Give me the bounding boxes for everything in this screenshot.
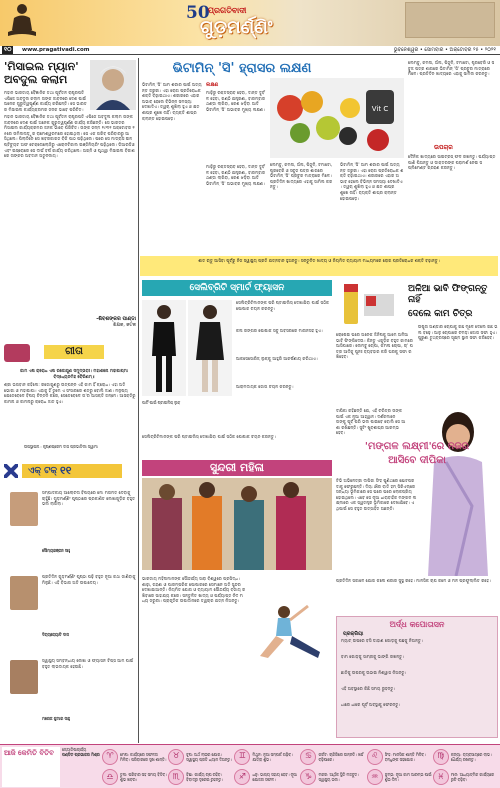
fashion-title: ସେଲିବ୍ରିଟି ସ୍ମାର୍ଟ ଫ୍ୟାସନ <box>142 280 332 296</box>
fashion-bullet: ଆରାମଦାୟକ ଜୋତା ଚୟନ କରନ୍ତୁ। <box>236 384 294 389</box>
horoscope-section <box>0 744 500 788</box>
model-photo-2 <box>188 300 232 396</box>
zodiac-text: କର୍କଟ: ଚାକିରିରେ ଉନ୍ନତି। ଖର୍ଚ୍ଚ ବଢ଼ିପାରେ। <box>318 751 364 762</box>
fashion-bullet: କଳା ରଙ୍ଗର ପୋଷାକ ସବୁ ଅବସରରେ ମାନାନସହ ହୁଏ। <box>236 328 323 333</box>
page-number: ୧୦ <box>4 46 12 53</box>
kalam-body-cont: ମହାନ ଭାରତୀୟ ବୈଜ୍ଞାନିକ ତଥା ପୂର୍ବତନ ରାଷ୍ଟ୍ରପତି ଏପିଜେ ଅବଦୁଲ କଲାମ ତାଙ୍କ ଜୀବନରେ ଦେଶ ପାଇଁ ଅନେକ ଗୁରୁତ୍ୱପୂର୍ଣ୍ଣ କାର୍ଯ୍ୟ କରିଛନ୍ତି। ସେ ଭାରତର ମିସାଇଲ କାର୍ଯ୍ୟକ୍ରମର ଜନକ ଭାବେ ପରିଚିତ। ତାଙ୍କ ଜନ୍ମ ୧୯୩୧ ଅକ୍ଟୋବର ୧୫ରେ ତାମିଲନାଡ଼ୁର ରାମେଶ୍ୱରମରେ ହୋଇଥିଲା। ସେ ଏକ ଗରିବ ପରିବାରରୁ ଆସିଥିଲେ। ପିଲାଦିନେ ସେ ଖବରକାଗଜ ବିକି ପାଠ ପଢ଼ିଥିଲେ। ପରେ ସେ ମାଡ୍ରାସ ଇନଷ୍ଟିଚ୍ୟୁଟ ଅଫ ଟେକ୍ନୋଲୋଜିରୁ ଏରୋନଟିକାଲ ଇଞ୍ଜିନିୟରିଂ ପଢ଼ିଥିଲେ। ଡିଆରଡିଓ ଏବଂ ଇସ୍ରୋରେ ସେ ଦୀର୍ଘ ବର୍ଷ କାର୍ଯ୍ୟ କରିଥିଲେ। ଅଗ୍ନି ଓ ପୃଥ୍ୱୀ ମିସାଇଲ ବିକାଶରେ ତାଙ୍କର ଅବଦାନ ଅତୁଳନୀୟ। <box>4 114 135 159</box>
vitamin-sources-3: ଭିଟାମିନ୍ 'ସି' ଆମ ଶରୀର ପାଇଁ ଅତ୍ୟନ୍ତ ଜରୁରୀ। ଏହା ରୋଗ ପ୍ରତିରୋଧକ ଶକ୍ତି ବଢ଼ାଇଥାଏ। ଶରୀରରେ ଏହାର ଅଭାବ ହେଲେ ବିଭିନ୍ନ ସମସ୍ୟା ଦେଖାଦିଏ। ତ୍ୱଚା ଶୁଖିଲା ହୁଏ ଓ କ୍ଷତ ଶୀଘ୍ର ଶୁଖେ ନାହିଁ। ବ୍ୟକ୍ତି ଶୀଘ୍ର କ୍ଲାନ୍ତ ହୋଇପଡ଼େ। <box>340 162 404 201</box>
gita-section <box>4 344 136 456</box>
zodiac-text: ମିଥୁନ: ନୂଆ ସମ୍ପର୍କ ଗଢ଼ିବ। ଯାତ୍ରା ଶୁଭ। <box>252 751 293 762</box>
zodiac-text: ମୀନ: ଆଧ୍ୟାତ୍ମିକ କାର୍ଯ୍ୟରେ ରୁଚି ବଢ଼ିବ। <box>450 772 495 783</box>
yoga-step: ମ୍ୟାଟ୍ ଉପରେ ବସି ଡାହାଣ ଗୋଡ଼କୁ ପଛକୁ ନିଅନ୍ତୁ। <box>341 637 423 643</box>
masthead <box>0 0 500 46</box>
zodiac-text: କନ୍ୟା: ବ୍ୟବସାୟରେ ଲାଭ। ଧୈର୍ଯ୍ୟ ରଖନ୍ତୁ। <box>450 751 492 762</box>
fashion-bullets <box>236 300 332 412</box>
sagittarius-icon: ♐ <box>234 769 250 785</box>
capricorn-icon: ♑ <box>300 769 316 785</box>
sundari-photo <box>142 478 332 570</box>
kitchen-subtitle: ଦେଲେ କାମ ଚିତ୍ର <box>408 309 473 319</box>
horoscope-credit-name: ପଣ୍ଡିତ ପ୍ରଭାକର ମିଶ୍ର <box>62 752 100 757</box>
kalam-title: 'ମିସାଇଲ ମ୍ୟାନ' ଅବଦୁଲ କଲାମ <box>4 60 79 86</box>
fruits-photo <box>270 78 404 158</box>
health-banner: ଶୀତ ଋତୁ ଆସିବା ପୂର୍ବରୁ ନିଜ ସ୍ୱାସ୍ଥ୍ୟ ପ୍ରତି ଯତ୍ନବାନ ହୁଅନ୍ତୁ। ସନ୍ତୁଳିତ ଖାଦ୍ୟ ଓ ନିୟମିତ ବ୍ୟାୟାମ ମାଧ୍ୟମରେ ରୋଗ ପ୍ରତିରୋଧକ ଶକ୍ତି ବଢ଼ାନ୍ତୁ। <box>140 256 498 276</box>
scorpio-icon: ♏ <box>168 769 184 785</box>
kitchen-body-2: ଉଷୁନା ଅଣ୍ଡାର ଚୋପାକୁ ଗଛ ମୂଳେ ଦେଲେ ଗଛ ଭଲ ବଢ଼େ। ଆଳୁ ଚୋପାରେ ଚମଡ଼ା ଜୋତା ସଫା ହୁଏ। ପୁରୁଣା ଟୁଥ୍‌ବ୍ରସ୍‌ରେ ସୂକ୍ଷ୍ମ ସ୍ଥାନ ସଫା କରିହେବ। <box>418 324 498 341</box>
zodiac-libra <box>102 768 167 788</box>
deepika-photo <box>416 406 498 576</box>
horoscope-credit-box <box>62 747 100 787</box>
yoga-box-title: ଅର୍ଦ୍ଧ କପୋତାସନ <box>389 620 445 629</box>
yoga-photo <box>248 600 334 662</box>
letter-1 <box>4 490 136 560</box>
zodiac-scorpio <box>168 768 233 788</box>
vitamin-sources: ଲେମ୍ବୁ, କମଳା, ଅଁଳା, ପିଜୁଳି, ଟମାଟୋ, ଷ୍ଟ୍ରବେରି ଓ ସବୁଜ ପତ୍ର ଶାଗରେ ଭିଟାମିନ୍ 'ସି' ପ୍ରଚୁର ମାତ୍ରାରେ ମିଳେ। ପ୍ରତିଦିନ ଖାଦ୍ୟରେ ଏହାକୁ ସାମିଲ କରନ୍ତୁ। <box>270 162 333 190</box>
zodiac-text: କୁମ୍ଭ: ନୂଆ କାମ ଆରମ୍ଭ ପାଇଁ ଶୁଭ ଦିନ। <box>384 772 432 783</box>
kitchen-title: ଅଳିଆ ଭାବି ଫିଙ୍ଗନ୍ତୁ ନାହିଁ <box>408 284 488 305</box>
horoscope-title-box <box>2 747 60 787</box>
fashion-extra-text: ସେଲିବ୍ରିଟିମାନଙ୍କ ପରି ଷ୍ଟାଇଲିସ୍ ଦେଖାଯିବା ପାଇଁ ସଠିକ ପୋଷାକ ଚୟନ କରନ୍ତୁ। <box>142 434 276 439</box>
yoga-intro: ପ୍ରତିଦିନ ସକାଳେ ଯୋଗ କଲେ ଶରୀର ସୁସ୍ଥ ରହେ। ମାନସିକ ଚାପ କମେ ଓ ମନ ପ୍ରଫୁଲ୍ଲିତ ରହେ। <box>336 578 491 583</box>
yoga-sidebar <box>336 578 498 740</box>
gita-body: ଶ୍ରୀ ଭଗବାନ କହିଲେ: ରଜୋଗୁଣରୁ ଉତ୍ପନ୍ନ ଏହି କାମ ହିଁ କ୍ରୋଧ। ଏହା ଅତି ଭୋଗୀ ଓ ମହାପାପୀ। ଏହାକୁ ହିଁ ତୁମେ ଏ ସଂସାରରେ ଶତ୍ରୁ ବୋଲି ଜାଣ। ମନୁଷ୍ୟ ଯେତେବେଳେ ବିଷୟ ଚିନ୍ତନ କରେ, ସେତେବେଳେ ତା'ର ଆସକ୍ତି ଜନ୍ମେ। ଆସକ୍ତିରୁ କାମନା ଓ କାମନାରୁ କ୍ରୋଧ ଜାତ ହୁଏ। <box>4 382 136 404</box>
deepika-body: ଟିଭି ଅଭିନେତ୍ରୀ ଦୀପିକା ସିଂହ ପୁଣିଥରେ ଛୋଟପରଦାକୁ ଫେରୁଛନ୍ତି। ଦିୟା ଔର ବାତି ହମ୍ ସିରିଏଲ୍‌ରେ ସନ୍ଧ୍ୟା ଭୂମିକାରେ ସେ ଘରେ ଘରେ ଲୋକପ୍ରିୟ ହୋଇଥିଲେ। ଏବେ ସେ ନୂଆ ଧାରାବାହିକ ମଙ୍ଗଳ ଲକ୍ଷ୍ମୀରେ ଏକ ସ୍ୱତନ୍ତ୍ର ଭୂମିକାରେ ଦେଖାଯିବେ। ଏଥିପାଇଁ ସେ ବହୁତ ଉତ୍ସାହିତ ଅଛନ୍ତି। <box>336 478 417 511</box>
zodiac-text: ମକର: ଆର୍ଥିକ ସ୍ଥିତି ମଜବୁତ। ସ୍ୱାସ୍ଥ୍ୟ ଭଲ। <box>318 772 359 783</box>
letter-text: ପ୍ରତିଦିନ ଗୁଡ଼ମର୍ଣ୍ଣିଂ ପୃଷ୍ଠା ପଢ଼ି ବହୁତ ନୂଆ କଥା ଜାଣିବାକୁ ମିଳୁଛି। ଏହି ବିଭାଗ ଅତି ଉପାଦେୟ। <box>42 574 136 585</box>
letter-author: ସୌମ୍ୟରଞ୍ଜନ ସାହୁ <box>42 548 71 553</box>
zodiac-grid <box>102 747 498 787</box>
vitamin-title: ଭିଟାମିନ୍ 'ସି' ହ୍ରାସର ଲକ୍ଷଣ <box>172 61 312 76</box>
avatar <box>10 576 38 610</box>
kitchen-section <box>336 280 498 405</box>
letter-3 <box>4 658 136 728</box>
deepika-intro: ଦୀପିକା କହିଛନ୍ତି ଯେ, ଏହି ଚରିତ୍ର ତାଙ୍କ ପାଇଁ ଏକ ନୂଆ ଆହ୍ୱାନ। ଦର୍ଶକମାନେ ତାଙ୍କୁ ପୂର୍ବ ପରି ଭଲ ପାଇବେ ବୋଲି ସେ ଆଶା ରଖିଛନ୍ତି। ସୁଟିଂ ଖୁବଶୀଘ୍ର ଆରମ୍ଭ ହେବ। <box>336 408 406 436</box>
zodiac-text: ସିଂହ: ମାନସିକ ଶାନ୍ତି ମିଳିବ। ବନ୍ଧୁଙ୍କ ସହଯୋଗ। <box>384 751 426 762</box>
kitchen-photo <box>336 280 406 330</box>
date-line: ଭୁବନେଶ୍ୱର • ସୋମବାର • ଅକ୍ଟୋବର ୨୫ • ୨୦୨୧ <box>393 47 496 53</box>
zodiac-capricorn <box>300 768 365 788</box>
avatar <box>10 660 38 694</box>
kitchen-body: ରୋଷେଇ ଘରେ ଅନେକ ଜିନିଷକୁ ଆମେ ଅଳିଆ ଭାବି ଫିଙ୍ଗିଦେଉ। କିନ୍ତୁ ଏଗୁଡ଼ିକ ବହୁତ କାମରେ ଆସିପାରେ। ଲେମ୍ବୁ ଚୋପା, କମଳା ଚୋପା, ଚା' ପତ୍ର ଆଦିକୁ ପୁନଃ ବ୍ୟବହାର କରି ଘରକୁ ସଫା ରଖିହେବ। <box>336 332 413 360</box>
zodiac-sagittarius <box>234 768 299 788</box>
logo-subtitle: ପ୍ରଗତିବାଦୀ <box>208 6 247 15</box>
taurus-icon: ♉ <box>168 749 184 765</box>
gita-credit: ଉପସ୍ଥାପନା : କୃଷ୍ଣପ୍ରେମ ଦାସ ପ୍ରଭାତିଲୀ ସ୍ୱାମୀ <box>24 444 98 449</box>
deepika-headline <box>336 440 498 476</box>
sundari-body: ଭାରତୀୟ ମହିଳାମାନଙ୍କ ସୌନ୍ଦର୍ଯ୍ୟ ସାରା ବିଶ୍ୱରେ ପ୍ରସିଦ୍ଧ। ଶାଢ଼ୀ, ଗହଣା ଓ ପାରମ୍ପରିକ ପୋଷାକରେ ସେମାନେ ଅତି ସୁନ୍ଦର ଦେଖାଯାଆନ୍ତି। ନିୟମିତ ଯୋଗ ଓ ବ୍ୟାୟାମ ସୌନ୍ଦର୍ଯ୍ୟ ବଜାୟ ରଖିବାରେ ସାହାଯ୍ୟ କରେ। ସନ୍ତୁଳିତ ଖାଦ୍ୟ ଓ ପର୍ଯ୍ୟାପ୍ତ ନିଦ ମଧ୍ୟ ଜରୁରୀ। ପ୍ରାକୃତିକ ଉପାଦାନରେ ତ୍ୱଚାର ଯତ୍ନ ନିଅନ୍ତୁ। <box>142 576 246 604</box>
aquarius-icon: ♒ <box>367 769 383 785</box>
yoga-step: ଛାତିକୁ ଉପରକୁ ଉଠାଇ ନିଶ୍ୱାସ ନିଅନ୍ତୁ। <box>341 669 407 675</box>
vitamin-sidebar <box>408 60 498 252</box>
vitamin-col2-title: ଲକ୍ଷଣ <box>206 82 219 88</box>
libra-icon: ♎ <box>102 769 118 785</box>
ek-tak-x-icon <box>4 464 18 478</box>
gita-verse: କାମ ଏଷ କ୍ରୋଧ ଏଷ ରଜୋଗୁଣ ସମୁଦ୍ଭବଃ। ମହାଶନୋ ମହାପାପ୍ମା ବିଦ୍ଧ୍ୟେନମିହ ବୈରିଣମ୍॥ <box>20 368 128 379</box>
letter-author: ମନୋଜ କୁମାର ସାହୁ <box>42 716 71 721</box>
zodiac-gemini <box>234 747 299 767</box>
date-bar <box>0 46 500 55</box>
yoga-box <box>336 616 498 738</box>
logo-number: 50 <box>186 3 210 23</box>
sundari-section <box>142 460 332 572</box>
vitamin-intro: ଭିଟାମିନ୍ 'ସି' ଆମ ଶରୀର ପାଇଁ ଅତ୍ୟନ୍ତ ଜରୁରୀ। ଏହା ରୋଗ ପ୍ରତିରୋଧକ ଶକ୍ତି ବଢ଼ାଇଥାଏ। ଶରୀରରେ ଏହାର ଅଭାବ ହେଲେ ବିଭିନ୍ନ ସମସ୍ୟା ଦେଖାଦିଏ। ତ୍ୱଚା ଶୁଖିଲା ହୁଏ ଓ କ୍ଷତ ଶୀଘ୍ର ଶୁଖେ ନାହିଁ। ବ୍ୟକ୍ତି ଶୀଘ୍ର କ୍ଲାନ୍ତ ହୋଇପଡ଼େ। <box>142 82 202 121</box>
letter-text: ସମ୍ପାଦକୀୟ ଆଲୋଚନା ବିଷୟରେ ମୋ ମତାମତ ଦେବାକୁ ଚାହୁଁଛି। ଗୁଡ଼ମର୍ଣ୍ଣିଂ ପୃଷ୍ଠାରେ ପ୍ରକାଶିତ ଲେଖାଗୁଡ଼ିକ ବହୁତ ଭଲ ଲାଗିଲା। <box>42 490 136 507</box>
model-photo-1 <box>142 300 186 396</box>
zodiac-text: ମେଷ: କାର୍ଯ୍ୟରେ ସଫଳତା ମିଳିବ। ପରିବାରରେ ସୁଖ ଶାନ୍ତି। <box>120 751 167 762</box>
kalam-photo <box>90 60 136 110</box>
avatar <box>10 492 38 526</box>
gita-emblem <box>4 344 30 362</box>
yoga-step: ବାମ ଗୋଡ଼କୁ ସାମ୍ନାକୁ ଭାଙ୍ଗି ରଖନ୍ତୁ। <box>341 653 405 659</box>
horoscope-title: ଆଜି କେମିତି ବିତିବ <box>4 749 54 757</box>
fashion-caption: ପାର୍ଟି ପାଇଁ ଷ୍ଟାଇଲିସ୍ ଲୁକ୍ <box>142 400 181 405</box>
sidebar-remedy: ଦୈନିକ ଖାଦ୍ୟରେ ସାଇଟ୍ରସ୍ ଫଳ ରଖନ୍ତୁ। ପର୍ଯ୍ୟାପ୍ତ ପାଣି ପିଅନ୍ତୁ ଓ ଡାକ୍ତରଙ୍କ ପରାମର୍ଶ ନେଇ ସପ୍ଲିମେଣ୍ଟ ଗ୍ରହଣ କରନ୍ତୁ। <box>408 154 496 171</box>
pisces-icon: ♓ <box>433 769 449 785</box>
leo-icon: ♌ <box>367 749 383 765</box>
fashion-section <box>142 280 332 432</box>
svg-text:Vit C: Vit C <box>371 105 389 113</box>
masthead-title: ଗୁଡ଼ମର୍ଣ୍ଣିଂ <box>200 17 273 38</box>
ek-tak-section <box>4 462 136 742</box>
window-decor <box>405 2 495 38</box>
deepika-title: 'ମଙ୍ଗଳ ଲକ୍ଷ୍ମୀ'ରେ ନଜର <box>364 441 470 452</box>
zodiac-aquarius <box>367 768 432 788</box>
fashion-bullet: ସେଲିବ୍ରିଟିମାନଙ୍କ ପରି ଷ୍ଟାଇଲିସ୍ ଦେଖାଯିବା ପାଇଁ ସଠିକ ପୋଷାକ ଚୟନ କରନ୍ତୁ। <box>236 300 330 311</box>
meditation-figure-icon <box>6 2 38 40</box>
zodiac-text: ବିଛା: କାର୍ଯ୍ୟ ଚାପ ରହିବ। ବିବାଦରୁ ଦୂରେଇ ରୁହନ୍ତୁ। <box>186 772 223 783</box>
yoga-box-sub: ପ୍ରକ୍ରିୟା <box>343 630 364 637</box>
vitamin-section <box>142 60 404 252</box>
zodiac-text: ଧନୁ: ଭାଗ୍ୟ ସହାୟ ହେବ। ନୂଆ ଯୋଜନା ସଫଳ। <box>252 772 297 783</box>
zodiac-cancer <box>300 747 365 767</box>
website-link[interactable]: www.pragativadi.com <box>22 47 90 53</box>
yoga-step: ଏହି ଅବସ୍ଥାରେ କିଛି ସମୟ ରୁହନ୍ତୁ। <box>341 685 396 691</box>
vitamin-sources-2: ମାଢ଼ିରୁ ରକ୍ତସ୍ରାବ ହେବା, ଦାନ୍ତ ଦୁର୍ବଳ ହେବା, ଗଣ୍ଠି ଯନ୍ତ୍ରଣା, ବାରମ୍ବାର ଥଣ୍ଡା ଲାଗିବା, କେଶ ଝଡ଼ିବା ଆଦି ଭିଟାମିନ୍ 'ସି' ଅଭାବର ମୁଖ୍ୟ ଲକ୍ଷଣ। <box>206 164 266 186</box>
kalam-article <box>4 60 136 335</box>
sidebar-text: ଲେମ୍ବୁ, କମଳା, ଅଁଳା, ପିଜୁଳି, ଟମାଟୋ, ଷ୍ଟ୍ରବେରି ଓ ସବୁଜ ପତ୍ର ଶାଗରେ ଭିଟାମିନ୍ 'ସି' ପ୍ରଚୁର ମାତ୍ରାରେ ମିଳେ। ପ୍ରତିଦିନ ଖାଦ୍ୟରେ ଏହାକୁ ସାମିଲ କରନ୍ତୁ। <box>408 60 495 77</box>
fashion-extra <box>142 434 332 458</box>
zodiac-pisces <box>433 768 498 788</box>
zodiac-leo <box>367 747 432 767</box>
aries-icon: ♈ <box>102 749 118 765</box>
sidebar-title: ଉପଚାର <box>434 144 453 151</box>
cancer-icon: ♋ <box>300 749 316 765</box>
deepika-title-2: ଆସିବେ ଦୀପିକା <box>388 454 446 466</box>
zodiac-text: ବୃଷ: ଅର୍ଥ ଲାଭର ଯୋଗ। ସ୍ୱାସ୍ଥ୍ୟ ପ୍ରତି ଧ୍ୟାନ ଦିଅନ୍ତୁ। <box>186 751 232 762</box>
gita-title: ଗୀତା <box>44 345 104 359</box>
letter-text: ସ୍ୱାସ୍ଥ୍ୟ ସମ୍ବନ୍ଧୀୟ ଲେଖା ଓ ଫ୍ୟାସନ ଟିପ୍ସ ଆମ ପାଇଁ ବହୁତ ଲାଭଦାୟକ ହେଉଛି। <box>42 658 134 669</box>
gemini-icon: ♊ <box>234 749 250 765</box>
kalam-byline: -ଶିବଶଙ୍କର ପାଣ୍ଡା <box>96 316 136 322</box>
ek-tak-title: ଏକ୍ ଟକ୍ <box>28 465 57 476</box>
zodiac-taurus <box>168 747 233 767</box>
zodiac-text: ତୁଳା: ପରିବାର ସହ ସମୟ ବିତିବ। ଶୁଭ ଖବର। <box>120 772 167 783</box>
horoscope-credit: ଜ୍ୟୋତିଷାଚାର୍ଯ୍ୟ <box>62 747 87 752</box>
ek-tak-number: ୧୧ <box>60 463 72 477</box>
kalam-body: ମହାନ ଭାରତୀୟ ବୈଜ୍ଞାନିକ ତଥା ପୂର୍ବତନ ରାଷ୍ଟ୍ରପତି ଏପିଜେ ଅବଦୁଲ କଲାମ ତାଙ୍କ ଜୀବନରେ ଦେଶ ପାଇଁ ଅନେକ ଗୁରୁତ୍ୱପୂର୍ଣ୍ଣ କାର୍ଯ୍ୟ କରିଛନ୍ତି। ସେ ଭାରତର ମିସାଇଲ କାର୍ଯ୍ୟକ୍ରମର ଜନକ ଭାବେ ପରିଚିତ। <box>4 90 87 112</box>
vitamin-symptoms: ମାଢ଼ିରୁ ରକ୍ତସ୍ରାବ ହେବା, ଦାନ୍ତ ଦୁର୍ବଳ ହେବା, ଗଣ୍ଠି ଯନ୍ତ୍ରଣା, ବାରମ୍ବାର ଥଣ୍ଡା ଲାଗିବା, କେଶ ଝଡ଼ିବା ଆଦି ଭିଟାମିନ୍ 'ସି' ଅଭାବର ମୁଖ୍ୟ ଲକ୍ଷଣ। <box>206 90 266 112</box>
sundari-title: ସୁନ୍ଦରୀ ମହିଳା <box>142 460 332 476</box>
fashion-bullet: ଆକସେସୋରିଜ୍ ଲୁକ୍‌କୁ ଆହୁରି ଆକର୍ଷଣୀୟ କରିଥାଏ। <box>236 356 318 361</box>
yoga-step: ଧୀରେ ଧୀରେ ପୂର୍ବ ଅବସ୍ଥାକୁ ଫେରନ୍ତୁ। <box>341 701 401 707</box>
zodiac-virgo <box>433 747 498 767</box>
kalam-byline-2: ଶିକ୍ଷକ, କଟକ <box>113 323 136 328</box>
virgo-icon: ♍ <box>433 749 449 765</box>
letter-author: ଦିବ୍ୟଜ୍ୟୋତି ଦାସ <box>42 632 69 637</box>
letter-2 <box>4 574 136 644</box>
zodiac-aries <box>102 747 167 767</box>
ek-tak-header <box>22 464 122 478</box>
